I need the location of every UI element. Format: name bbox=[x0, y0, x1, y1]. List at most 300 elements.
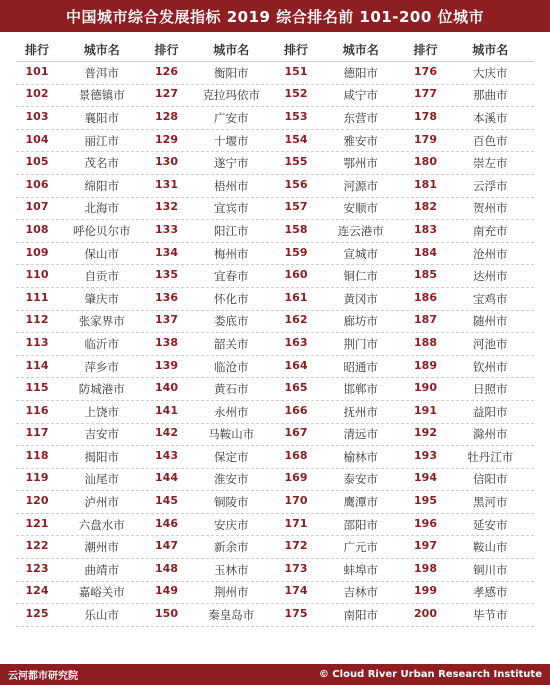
rank-number: 183 bbox=[414, 222, 437, 236]
table-row bbox=[16, 220, 534, 243]
rank-entry bbox=[405, 155, 535, 171]
rank-entry bbox=[275, 133, 405, 149]
rank-number: 130 bbox=[155, 155, 178, 169]
rank-number: 193 bbox=[414, 448, 437, 462]
rank-entry bbox=[405, 223, 535, 239]
rank-number: 131 bbox=[155, 177, 178, 191]
rank-number: 135 bbox=[155, 268, 178, 282]
rank-number: 176 bbox=[414, 64, 437, 78]
city-name: 沧州市 bbox=[473, 246, 508, 261]
rank-number: 187 bbox=[414, 313, 437, 327]
rank-entry bbox=[16, 562, 146, 578]
rank-number: 111 bbox=[25, 290, 49, 304]
city-name: 梧州市 bbox=[214, 178, 249, 193]
rank-number: 177 bbox=[414, 87, 437, 101]
rank-number: 122 bbox=[25, 539, 49, 553]
rank-entry bbox=[16, 607, 146, 623]
city-name: 乐山市 bbox=[84, 608, 119, 623]
rank-entry bbox=[146, 200, 276, 216]
city-name: 毕节市 bbox=[473, 608, 508, 623]
rank-entry bbox=[405, 517, 535, 533]
city-name: 防城港市 bbox=[78, 382, 125, 397]
rank-entry bbox=[146, 359, 276, 375]
city-name: 遂宁市 bbox=[214, 156, 249, 171]
rank-entry bbox=[146, 223, 276, 239]
rank-entry bbox=[275, 155, 405, 171]
rank-entry bbox=[275, 336, 405, 352]
rank-number: 169 bbox=[284, 471, 308, 485]
city-name: 百色市 bbox=[473, 133, 508, 148]
table-row bbox=[16, 85, 534, 108]
rank-number: 157 bbox=[284, 200, 308, 214]
header-group bbox=[405, 41, 535, 58]
rank-number: 138 bbox=[155, 335, 178, 349]
rank-entry bbox=[405, 471, 535, 487]
city-name: 大庆市 bbox=[473, 65, 508, 80]
city-name: 宣城市 bbox=[343, 246, 378, 261]
rank-entry bbox=[405, 200, 535, 216]
city-name: 梅州市 bbox=[214, 246, 249, 261]
rank-entry bbox=[146, 178, 276, 194]
rank-entry bbox=[16, 539, 146, 555]
rank-number: 145 bbox=[155, 494, 178, 508]
rank-number: 137 bbox=[155, 313, 178, 327]
rank-entry bbox=[405, 291, 535, 307]
city-name: 克拉玛依市 bbox=[202, 88, 260, 103]
rank-number: 134 bbox=[155, 245, 178, 259]
city-name: 景德镇市 bbox=[78, 88, 125, 103]
city-name: 嘉峪关市 bbox=[78, 585, 125, 600]
rank-entry bbox=[405, 313, 535, 329]
rank-entry bbox=[146, 291, 276, 307]
page-title: 中国城市综合发展指标 2019 综合排名前 101-200 位城市 bbox=[0, 0, 550, 32]
table-row bbox=[16, 130, 534, 153]
rank-number: 196 bbox=[414, 516, 437, 530]
rank-number: 117 bbox=[25, 426, 49, 440]
rank-number: 106 bbox=[25, 177, 49, 191]
rank-number: 146 bbox=[155, 516, 178, 530]
rank-number: 136 bbox=[155, 290, 178, 304]
table-header bbox=[16, 38, 534, 62]
city-name: 黄石市 bbox=[214, 382, 249, 397]
rank-number: 199 bbox=[414, 584, 437, 598]
city-name: 铜川市 bbox=[473, 562, 508, 577]
rank-entry bbox=[405, 133, 535, 149]
city-name: 河源市 bbox=[343, 178, 378, 193]
rank-number: 166 bbox=[284, 403, 308, 417]
rank-entry bbox=[146, 517, 276, 533]
rank-number: 184 bbox=[414, 245, 437, 259]
rank-number: 180 bbox=[414, 155, 437, 169]
rank-entry bbox=[16, 313, 146, 329]
rank-number: 173 bbox=[284, 561, 308, 575]
city-name: 廊坊市 bbox=[343, 314, 378, 329]
rank-header: 排行 bbox=[413, 43, 438, 57]
table-row bbox=[16, 265, 534, 288]
city-name: 泸州市 bbox=[84, 495, 119, 510]
rank-number: 158 bbox=[284, 222, 308, 236]
city-name: 安顺市 bbox=[343, 201, 378, 216]
city-name: 丽江市 bbox=[84, 133, 119, 148]
rank-number: 144 bbox=[155, 471, 178, 485]
rank-number: 101 bbox=[25, 64, 49, 78]
city-name: 信阳市 bbox=[473, 472, 508, 487]
rank-number: 125 bbox=[25, 607, 49, 621]
rank-number: 165 bbox=[284, 381, 308, 395]
table-row bbox=[16, 333, 534, 356]
city-name: 吉安市 bbox=[84, 427, 119, 442]
rank-number: 186 bbox=[414, 290, 437, 304]
city-name: 南阳市 bbox=[343, 608, 378, 623]
city-name: 保定市 bbox=[214, 449, 249, 464]
rank-entry bbox=[275, 517, 405, 533]
city-name: 曲靖市 bbox=[84, 562, 119, 577]
city-name: 那曲市 bbox=[473, 88, 508, 103]
rank-entry bbox=[405, 404, 535, 420]
rank-number: 147 bbox=[155, 539, 178, 553]
rank-number: 197 bbox=[414, 539, 437, 553]
city-name: 铜仁市 bbox=[343, 269, 378, 284]
rank-entry bbox=[275, 110, 405, 126]
rank-number: 128 bbox=[155, 109, 178, 123]
rank-number: 168 bbox=[284, 448, 308, 462]
rank-entry bbox=[146, 449, 276, 465]
table-row bbox=[16, 152, 534, 175]
rank-entry bbox=[275, 291, 405, 307]
city-name: 韶关市 bbox=[214, 336, 249, 351]
table-row bbox=[16, 288, 534, 311]
rank-entry bbox=[146, 404, 276, 420]
rank-entry bbox=[275, 607, 405, 623]
rank-entry bbox=[275, 268, 405, 284]
rank-number: 120 bbox=[25, 494, 49, 508]
rank-number: 102 bbox=[25, 87, 49, 101]
header-group bbox=[16, 41, 146, 58]
rank-entry bbox=[275, 359, 405, 375]
city-name: 玉林市 bbox=[214, 562, 249, 577]
rank-number: 118 bbox=[25, 448, 49, 462]
rank-number: 124 bbox=[25, 584, 49, 598]
rank-entry bbox=[146, 562, 276, 578]
rank-number: 188 bbox=[414, 335, 437, 349]
rank-entry bbox=[16, 449, 146, 465]
rank-header: 排行 bbox=[283, 43, 308, 57]
city-name: 黑河市 bbox=[473, 495, 508, 510]
rank-entry bbox=[275, 200, 405, 216]
city-name: 宜宾市 bbox=[214, 201, 249, 216]
city-name: 十堰市 bbox=[214, 133, 249, 148]
city-name: 黄冈市 bbox=[343, 291, 378, 306]
rank-number: 181 bbox=[414, 177, 437, 191]
rank-number: 174 bbox=[284, 584, 308, 598]
table-row bbox=[16, 514, 534, 537]
rank-entry bbox=[16, 381, 146, 397]
city-name: 清远市 bbox=[343, 427, 378, 442]
city-name: 永州市 bbox=[214, 404, 249, 419]
city-name: 潮州市 bbox=[84, 540, 119, 555]
rank-number: 198 bbox=[414, 561, 437, 575]
rank-entry bbox=[146, 471, 276, 487]
city-name: 崇左市 bbox=[473, 156, 508, 171]
rank-number: 200 bbox=[414, 607, 437, 621]
rank-number: 149 bbox=[155, 584, 178, 598]
rank-number: 108 bbox=[25, 222, 49, 236]
table-row bbox=[16, 107, 534, 130]
rank-entry bbox=[275, 562, 405, 578]
rank-number: 119 bbox=[25, 471, 49, 485]
rank-entry bbox=[16, 268, 146, 284]
rank-entry bbox=[146, 268, 276, 284]
city-header: 城市名 bbox=[342, 43, 379, 57]
city-name: 宜春市 bbox=[214, 269, 249, 284]
rank-number: 159 bbox=[284, 245, 308, 259]
city-name: 临沂市 bbox=[84, 336, 119, 351]
rank-entry bbox=[275, 381, 405, 397]
ranking-table bbox=[16, 38, 534, 627]
rank-entry bbox=[405, 584, 535, 600]
city-name: 绵阳市 bbox=[84, 178, 119, 193]
rank-entry bbox=[405, 178, 535, 194]
city-name: 荆州市 bbox=[214, 585, 249, 600]
table-body bbox=[16, 62, 534, 627]
table-row bbox=[16, 378, 534, 401]
rank-entry bbox=[16, 223, 146, 239]
rank-entry bbox=[405, 426, 535, 442]
city-name: 铜陵市 bbox=[214, 495, 249, 510]
rank-number: 107 bbox=[25, 200, 49, 214]
city-name: 榆林市 bbox=[343, 449, 378, 464]
rank-entry bbox=[146, 607, 276, 623]
rank-number: 116 bbox=[25, 403, 49, 417]
rank-number: 109 bbox=[25, 245, 49, 259]
rank-entry bbox=[275, 471, 405, 487]
rank-entry bbox=[405, 494, 535, 510]
rank-entry bbox=[16, 471, 146, 487]
city-name: 普洱市 bbox=[84, 65, 119, 80]
city-name: 达州市 bbox=[473, 269, 508, 284]
rank-number: 195 bbox=[414, 494, 437, 508]
city-name: 荆门市 bbox=[343, 336, 378, 351]
city-name: 贺州市 bbox=[473, 201, 508, 216]
rank-entry bbox=[405, 449, 535, 465]
city-name: 抚州市 bbox=[343, 404, 378, 419]
rank-entry bbox=[275, 223, 405, 239]
table-row bbox=[16, 243, 534, 266]
city-name: 广元市 bbox=[343, 540, 378, 555]
rank-number: 140 bbox=[155, 381, 178, 395]
rank-number: 191 bbox=[414, 403, 437, 417]
rank-number: 121 bbox=[25, 516, 49, 530]
city-name: 六盘水市 bbox=[78, 517, 125, 532]
rank-number: 156 bbox=[284, 177, 308, 191]
rank-number: 185 bbox=[414, 268, 437, 282]
table-row bbox=[16, 469, 534, 492]
rank-number: 123 bbox=[25, 561, 49, 575]
table-row bbox=[16, 175, 534, 198]
rank-number: 164 bbox=[284, 358, 308, 372]
rank-entry bbox=[16, 178, 146, 194]
rank-number: 114 bbox=[25, 358, 49, 372]
rank-number: 178 bbox=[414, 109, 437, 123]
rank-header: 排行 bbox=[154, 43, 179, 57]
rank-number: 151 bbox=[284, 64, 308, 78]
rank-number: 179 bbox=[414, 132, 437, 146]
rank-entry bbox=[146, 313, 276, 329]
rank-number: 150 bbox=[155, 607, 178, 621]
rank-entry bbox=[146, 336, 276, 352]
table-row bbox=[16, 491, 534, 514]
table-row bbox=[16, 582, 534, 605]
rank-entry bbox=[146, 539, 276, 555]
city-name: 南充市 bbox=[473, 223, 508, 238]
city-name: 昭通市 bbox=[343, 359, 378, 374]
rank-entry bbox=[405, 539, 535, 555]
table-row bbox=[16, 604, 534, 627]
rank-number: 160 bbox=[284, 268, 308, 282]
rank-number: 155 bbox=[284, 155, 308, 169]
city-name: 自贡市 bbox=[84, 269, 119, 284]
city-name: 咸宁市 bbox=[343, 88, 378, 103]
rank-number: 148 bbox=[155, 561, 178, 575]
rank-number: 126 bbox=[155, 64, 178, 78]
rank-entry bbox=[146, 494, 276, 510]
city-name: 鄂州市 bbox=[343, 156, 378, 171]
city-name: 雅安市 bbox=[343, 133, 378, 148]
rank-entry bbox=[405, 562, 535, 578]
rank-number: 172 bbox=[284, 539, 308, 553]
city-name: 连云港市 bbox=[337, 223, 384, 238]
city-name: 揭阳市 bbox=[84, 449, 119, 464]
table-row bbox=[16, 536, 534, 559]
city-name: 娄底市 bbox=[214, 314, 249, 329]
city-name: 阳江市 bbox=[214, 223, 249, 238]
rank-entry bbox=[405, 381, 535, 397]
city-name: 滁州市 bbox=[473, 427, 508, 442]
city-name: 衡阳市 bbox=[214, 65, 249, 80]
rank-entry bbox=[146, 110, 276, 126]
rank-entry bbox=[275, 494, 405, 510]
rank-entry bbox=[16, 359, 146, 375]
city-name: 新余市 bbox=[214, 540, 249, 555]
rank-number: 154 bbox=[284, 132, 308, 146]
city-name: 鹰潭市 bbox=[343, 495, 378, 510]
rank-header: 排行 bbox=[24, 43, 49, 57]
city-name: 云浮市 bbox=[473, 178, 508, 193]
rank-number: 190 bbox=[414, 381, 437, 395]
city-name: 蚌埠市 bbox=[343, 562, 378, 577]
rank-entry bbox=[146, 246, 276, 262]
rank-number: 163 bbox=[284, 335, 308, 349]
city-name: 萍乡市 bbox=[84, 359, 119, 374]
city-name: 吉林市 bbox=[343, 585, 378, 600]
rank-number: 141 bbox=[155, 403, 178, 417]
city-name: 汕尾市 bbox=[84, 472, 119, 487]
rank-entry bbox=[16, 584, 146, 600]
rank-number: 129 bbox=[155, 132, 178, 146]
rank-entry bbox=[405, 268, 535, 284]
rank-entry bbox=[16, 65, 146, 81]
city-name: 邯郸市 bbox=[343, 382, 378, 397]
city-name: 安庆市 bbox=[214, 517, 249, 532]
city-name: 襄阳市 bbox=[84, 110, 119, 125]
rank-entry bbox=[405, 607, 535, 623]
city-name: 北海市 bbox=[84, 201, 119, 216]
city-name: 呼伦贝尔市 bbox=[73, 223, 131, 238]
rank-entry bbox=[275, 65, 405, 81]
rank-number: 189 bbox=[414, 358, 437, 372]
header-group bbox=[275, 41, 405, 58]
city-name: 淮安市 bbox=[214, 472, 249, 487]
footer-copyright: © Cloud River Urban Research Institute bbox=[318, 669, 542, 680]
rank-entry bbox=[275, 313, 405, 329]
city-name: 肇庆市 bbox=[84, 291, 119, 306]
table-row bbox=[16, 446, 534, 469]
rank-entry bbox=[16, 246, 146, 262]
rank-number: 133 bbox=[155, 222, 178, 236]
rank-entry bbox=[16, 494, 146, 510]
city-name: 广安市 bbox=[214, 110, 249, 125]
city-name: 张家界市 bbox=[78, 314, 125, 329]
rank-entry bbox=[16, 155, 146, 171]
rank-entry bbox=[146, 381, 276, 397]
rank-entry bbox=[405, 65, 535, 81]
city-name: 东营市 bbox=[343, 110, 378, 125]
rank-number: 194 bbox=[414, 471, 437, 485]
table-row bbox=[16, 559, 534, 582]
table-row bbox=[16, 62, 534, 85]
rank-entry bbox=[405, 110, 535, 126]
city-name: 益阳市 bbox=[473, 404, 508, 419]
rank-number: 143 bbox=[155, 448, 178, 462]
rank-entry bbox=[275, 178, 405, 194]
city-name: 鞍山市 bbox=[473, 540, 508, 555]
rank-number: 103 bbox=[25, 109, 49, 123]
rank-entry bbox=[146, 426, 276, 442]
rank-entry bbox=[405, 359, 535, 375]
rank-number: 142 bbox=[155, 426, 178, 440]
rank-entry bbox=[275, 87, 405, 103]
rank-entry bbox=[16, 291, 146, 307]
city-name: 临沧市 bbox=[214, 359, 249, 374]
rank-entry bbox=[405, 336, 535, 352]
rank-number: 110 bbox=[25, 268, 49, 282]
rank-entry bbox=[16, 133, 146, 149]
footer bbox=[0, 664, 550, 685]
table-row bbox=[16, 356, 534, 379]
city-name: 邵阳市 bbox=[343, 517, 378, 532]
rank-entry bbox=[275, 426, 405, 442]
city-name: 泰安市 bbox=[343, 472, 378, 487]
rank-entry bbox=[146, 87, 276, 103]
rank-entry bbox=[275, 584, 405, 600]
rank-number: 115 bbox=[25, 381, 49, 395]
city-header: 城市名 bbox=[213, 43, 250, 57]
city-name: 本溪市 bbox=[473, 110, 508, 125]
rank-entry bbox=[16, 426, 146, 442]
rank-entry bbox=[146, 155, 276, 171]
rank-number: 182 bbox=[414, 200, 437, 214]
city-name: 马鞍山市 bbox=[208, 427, 255, 442]
rank-entry bbox=[275, 449, 405, 465]
city-name: 随州市 bbox=[473, 314, 508, 329]
rank-entry bbox=[16, 110, 146, 126]
rank-entry bbox=[16, 517, 146, 533]
rank-entry bbox=[275, 246, 405, 262]
city-header: 城市名 bbox=[83, 43, 120, 57]
city-name: 牡丹江市 bbox=[467, 449, 514, 464]
city-header: 城市名 bbox=[472, 43, 509, 57]
rank-entry bbox=[275, 539, 405, 555]
